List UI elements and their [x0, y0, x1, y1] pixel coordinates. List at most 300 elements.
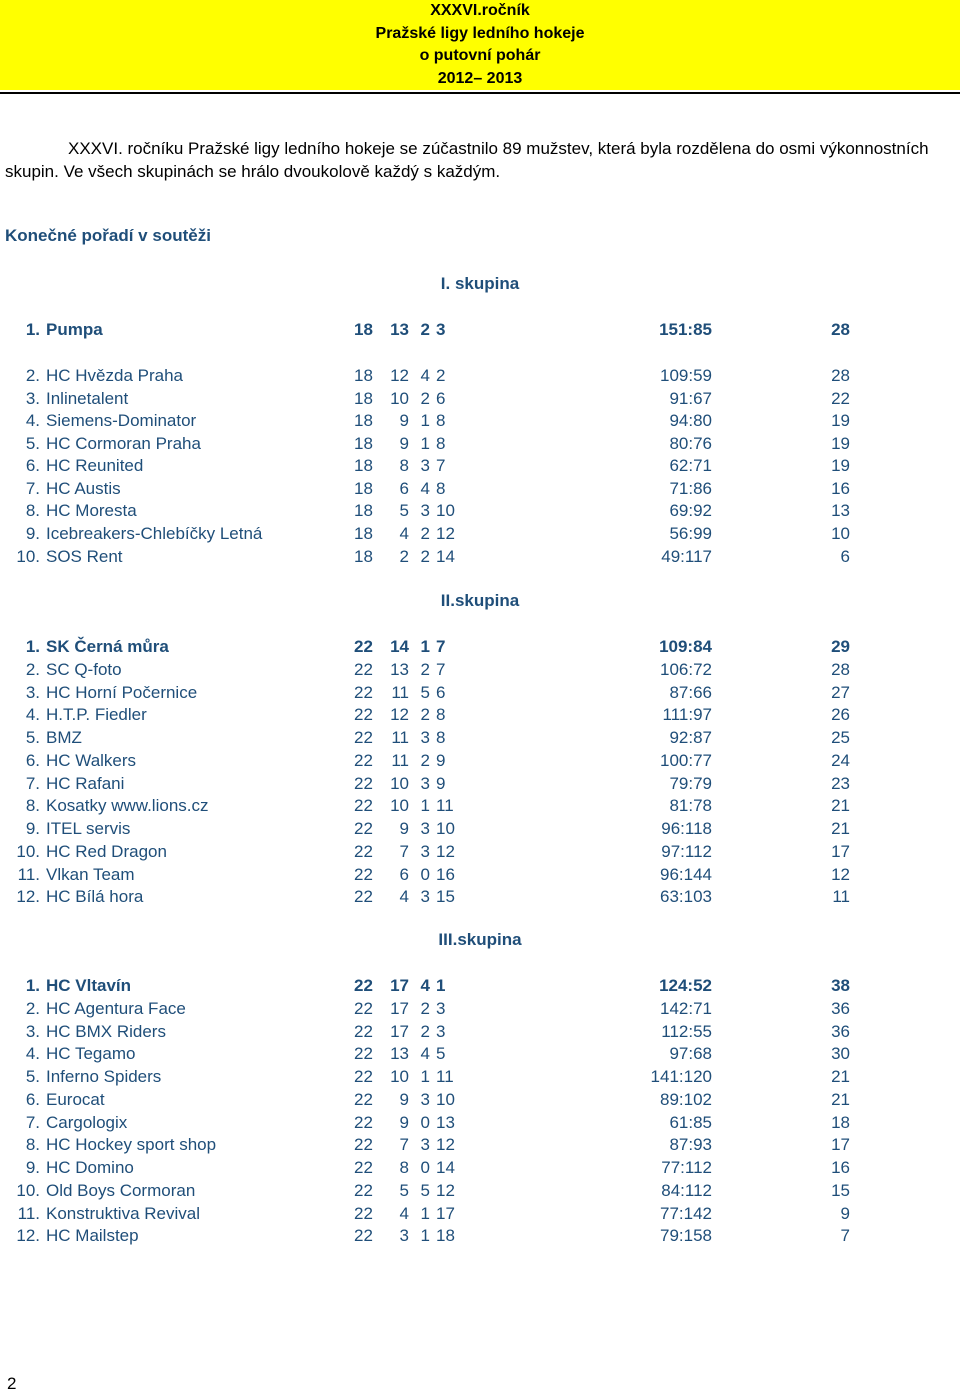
- table-row: [0, 1021, 960, 1043]
- cell-rank: 6.: [25, 456, 40, 475]
- cell-games-played: 22: [354, 1067, 373, 1086]
- cell-points: 11: [832, 887, 850, 907]
- cell-team-name: HC Reunited: [46, 456, 144, 475]
- cell-wins: 5: [399, 1180, 409, 1200]
- table-row: [0, 704, 960, 726]
- cell-score: 79:158: [660, 1226, 712, 1246]
- cell-losses: 6: [436, 389, 446, 408]
- cell-points: 26: [831, 705, 850, 725]
- cell-games-played: 18: [354, 524, 373, 543]
- cell-games-played: 22: [354, 976, 373, 995]
- table-row: [0, 1043, 960, 1065]
- cell-draws: 1: [420, 796, 430, 816]
- table-row: [0, 365, 960, 387]
- cell-draws: 1: [420, 1226, 430, 1246]
- cell-draws: 3: [420, 501, 430, 520]
- cell-games-played: 22: [354, 1135, 373, 1155]
- cell-draws: 3: [420, 1135, 430, 1155]
- cell-points: 21: [831, 1089, 850, 1109]
- cell-wins: 8: [399, 456, 409, 475]
- cell-rank: 3.: [25, 682, 40, 702]
- cell-rank: 8.: [25, 796, 40, 816]
- table-row: [0, 818, 960, 840]
- banner-line-league: Pražské ligy ledního hokeje: [375, 24, 585, 42]
- cell-games-played: 22: [354, 1112, 373, 1132]
- cell-score: 97:112: [661, 841, 712, 861]
- cell-losses: 8: [436, 411, 446, 430]
- table-row: [0, 727, 960, 749]
- table-row: [0, 1066, 960, 1088]
- cell-losses: 8: [436, 728, 446, 747]
- cell-games-played: 18: [354, 320, 373, 339]
- cell-points: 13: [831, 501, 850, 520]
- cell-games-played: 22: [354, 864, 373, 884]
- cell-games-played: 18: [354, 434, 373, 453]
- title-banner: [0, 0, 960, 90]
- cell-draws: 0: [420, 864, 430, 884]
- cell-rank: 1.: [25, 637, 40, 656]
- cell-draws: 3: [420, 887, 430, 907]
- cell-rank: 8.: [25, 501, 40, 520]
- cell-rank: 2.: [25, 659, 40, 679]
- cell-score: 91:67: [669, 389, 712, 408]
- cell-team-name: SOS Rent: [46, 547, 123, 566]
- table-row: [0, 478, 960, 500]
- cell-team-name: HC Moresta: [46, 501, 137, 520]
- cell-rank: 10.: [16, 1180, 40, 1200]
- cell-points: 17: [831, 841, 850, 861]
- cell-losses: 12: [436, 841, 455, 861]
- cell-points: 12: [831, 864, 850, 884]
- cell-team-name: Inferno Spiders: [46, 1067, 162, 1086]
- cell-rank: 10.: [16, 547, 40, 566]
- cell-wins: 11: [391, 728, 409, 747]
- table-row: [0, 795, 960, 817]
- cell-points: 6: [840, 547, 850, 566]
- group-title: III.skupina: [438, 930, 522, 949]
- cell-games-played: 18: [354, 389, 373, 408]
- cell-points: 21: [831, 796, 850, 816]
- cell-team-name: Inlinetalent: [46, 389, 129, 408]
- cell-score: 89:102: [660, 1089, 712, 1109]
- cell-team-name: Icebreakers-Chlebíčky Letná: [46, 524, 263, 543]
- cell-points: 36: [831, 1021, 850, 1041]
- cell-points: 25: [831, 728, 850, 747]
- cell-losses: 2: [436, 366, 446, 385]
- cell-losses: 3: [436, 1021, 446, 1041]
- table-row: [0, 319, 960, 341]
- table-row: [0, 864, 960, 886]
- cell-rank: 5.: [25, 1067, 40, 1086]
- cell-team-name: Konstruktiva Revival: [46, 1203, 201, 1223]
- cell-rank: 7.: [25, 773, 40, 793]
- cell-rank: 10.: [16, 841, 40, 861]
- cell-losses: 3: [436, 320, 446, 339]
- cell-wins: 13: [390, 1044, 409, 1064]
- cell-score: 49:117: [661, 547, 712, 566]
- cell-wins: 9: [399, 1112, 409, 1132]
- cell-losses: 10: [436, 819, 455, 838]
- cell-games-played: 18: [354, 547, 373, 566]
- cell-rank: 3.: [25, 389, 40, 408]
- banner-line-edition: XXXVI.ročník: [430, 2, 530, 19]
- cell-draws: 3: [420, 841, 430, 861]
- cell-points: 29: [831, 637, 850, 656]
- cell-wins: 7: [399, 1135, 409, 1155]
- cell-draws: 2: [420, 320, 430, 339]
- cell-losses: 15: [436, 887, 455, 907]
- cell-losses: 11: [436, 796, 454, 816]
- cell-games-played: 22: [354, 637, 373, 656]
- table-row: [0, 975, 960, 997]
- cell-wins: 10: [390, 1067, 409, 1086]
- cell-wins: 17: [390, 976, 409, 995]
- cell-losses: 12: [436, 524, 455, 543]
- cell-score: 142:71: [660, 998, 712, 1018]
- cell-rank: 6.: [25, 1089, 40, 1109]
- table-row: [0, 750, 960, 772]
- cell-team-name: HC Hvězda Praha: [46, 366, 184, 385]
- cell-points: 19: [831, 411, 850, 430]
- cell-draws: 3: [420, 456, 430, 475]
- cell-games-played: 18: [354, 456, 373, 475]
- cell-team-name: HC Hockey sport shop: [46, 1135, 217, 1155]
- cell-draws: 5: [420, 1180, 430, 1200]
- cell-rank: 3.: [25, 1021, 40, 1041]
- cell-games-played: 22: [354, 1158, 373, 1177]
- cell-games-played: 22: [354, 773, 373, 793]
- cell-points: 17: [831, 1135, 850, 1155]
- cell-wins: 12: [390, 366, 409, 385]
- cell-games-played: 22: [354, 1021, 373, 1041]
- cell-losses: 7: [436, 637, 446, 656]
- cell-score: 77:142: [660, 1203, 712, 1223]
- cell-points: 21: [831, 819, 850, 838]
- cell-points: 19: [831, 456, 850, 475]
- cell-rank: 4.: [25, 411, 40, 430]
- cell-wins: 12: [390, 705, 409, 725]
- cell-games-played: 18: [354, 366, 373, 385]
- cell-games-played: 18: [354, 411, 373, 430]
- cell-score: 71:86: [669, 479, 712, 498]
- cell-points: 16: [831, 1158, 850, 1177]
- cell-score: 97:68: [669, 1044, 712, 1064]
- table-row: [0, 998, 960, 1020]
- cell-team-name: BMZ: [46, 728, 82, 747]
- cell-score: 79:79: [669, 773, 712, 793]
- table-row: [0, 682, 960, 704]
- table-row: [0, 773, 960, 795]
- cell-losses: 10: [436, 1089, 455, 1109]
- cell-draws: 2: [420, 1021, 430, 1041]
- cell-score: 77:112: [661, 1158, 712, 1177]
- group-title: II.skupina: [440, 591, 520, 610]
- table-row: [0, 1112, 960, 1134]
- cell-wins: 8: [399, 1158, 409, 1177]
- cell-team-name: HC Horní Počernice: [46, 682, 198, 702]
- cell-rank: 11.: [17, 864, 40, 884]
- table-row: [0, 433, 960, 455]
- table-row: [0, 886, 960, 908]
- cell-wins: 11: [391, 750, 409, 770]
- cell-draws: 2: [420, 547, 430, 566]
- table-row: [0, 1089, 960, 1111]
- cell-games-played: 18: [354, 479, 373, 498]
- cell-rank: 12.: [16, 887, 40, 907]
- cell-games-played: 22: [354, 705, 373, 725]
- cell-score: 87:93: [669, 1135, 712, 1155]
- cell-draws: 4: [420, 976, 430, 995]
- cell-rank: 5.: [25, 434, 40, 453]
- cell-score: 94:80: [669, 411, 712, 430]
- cell-wins: 17: [390, 1021, 409, 1041]
- cell-points: 18: [831, 1112, 850, 1132]
- cell-wins: 9: [399, 434, 409, 453]
- cell-points: 19: [831, 434, 850, 453]
- cell-team-name: HC Bílá hora: [46, 887, 144, 907]
- cell-losses: 12: [436, 1135, 455, 1155]
- intro-paragraph: XXXVI. ročníku Pražské ligy ledního hokeje se zúčastnilo 89 mužstev, která byla rozdělena do osmi výkonnostních skupin. Ve všech skupinách se hrálo dvoukolově každý s každým.: [5, 139, 929, 181]
- cell-draws: 1: [420, 1067, 430, 1086]
- cell-games-played: 22: [354, 1180, 373, 1200]
- cell-losses: 9: [436, 773, 446, 793]
- cell-games-played: 22: [354, 1044, 373, 1064]
- cell-losses: 1: [436, 976, 446, 995]
- cell-draws: 1: [420, 434, 430, 453]
- page-number: 2: [7, 1374, 17, 1393]
- table-row: [0, 636, 960, 658]
- cell-wins: 9: [399, 411, 409, 430]
- cell-rank: 1.: [25, 976, 40, 995]
- cell-draws: 2: [420, 705, 430, 725]
- cell-score: 84:112: [661, 1180, 712, 1200]
- cell-games-played: 18: [354, 501, 373, 520]
- table-row: [0, 1203, 960, 1225]
- cell-wins: 5: [399, 501, 409, 520]
- cell-points: 28: [831, 320, 850, 339]
- cell-wins: 9: [399, 1089, 409, 1109]
- cell-draws: 1: [420, 1203, 430, 1223]
- cell-losses: 18: [436, 1226, 455, 1246]
- cell-draws: 3: [420, 728, 430, 747]
- cell-draws: 0: [420, 1158, 430, 1177]
- banner-line-trophy: o putovní pohár: [419, 47, 541, 64]
- banner-line-season: 2012– 2013: [437, 69, 523, 87]
- final-standings-heading: Konečné pořadí v soutěži: [5, 226, 211, 245]
- cell-games-played: 22: [354, 682, 373, 702]
- cell-score: 112:55: [661, 1021, 712, 1041]
- cell-wins: 4: [399, 887, 409, 907]
- cell-points: 36: [831, 998, 850, 1018]
- cell-points: 24: [831, 750, 850, 770]
- cell-team-name: Pumpa: [46, 320, 103, 339]
- cell-games-played: 22: [354, 841, 373, 861]
- cell-games-played: 22: [354, 819, 373, 838]
- cell-score: 56:99: [669, 524, 712, 543]
- cell-losses: 16: [436, 864, 455, 884]
- cell-score: 92:87: [669, 728, 712, 747]
- cell-draws: 5: [420, 682, 430, 702]
- cell-draws: 3: [420, 1089, 430, 1109]
- cell-score: 81:78: [669, 796, 712, 816]
- cell-draws: 2: [420, 524, 430, 543]
- cell-losses: 13: [436, 1112, 455, 1132]
- cell-team-name: HC Tegamo: [46, 1044, 136, 1064]
- cell-team-name: Old Boys Cormoran: [46, 1180, 196, 1200]
- cell-points: 21: [831, 1067, 850, 1086]
- cell-rank: 1.: [25, 320, 40, 339]
- cell-points: 7: [840, 1226, 850, 1246]
- cell-losses: 14: [436, 547, 455, 566]
- cell-team-name: Cargologix: [46, 1112, 128, 1132]
- table-row: [0, 410, 960, 432]
- cell-team-name: HC Vltavín: [46, 976, 132, 995]
- cell-points: 16: [831, 479, 850, 498]
- cell-score: 109:59: [660, 366, 712, 385]
- cell-games-played: 22: [354, 1203, 373, 1223]
- cell-points: 23: [831, 773, 850, 793]
- table-row: [0, 1180, 960, 1202]
- cell-rank: 8.: [25, 1135, 40, 1155]
- cell-points: 30: [831, 1044, 850, 1064]
- cell-team-name: HC Rafani: [46, 773, 125, 793]
- cell-games-played: 22: [354, 750, 373, 770]
- cell-rank: 4.: [25, 705, 40, 725]
- cell-draws: 4: [420, 366, 430, 385]
- cell-losses: 6: [436, 682, 446, 702]
- cell-losses: 7: [436, 456, 446, 475]
- cell-wins: 11: [391, 682, 409, 702]
- cell-wins: 9: [399, 819, 409, 838]
- cell-games-played: 22: [354, 659, 373, 679]
- table-row: [0, 1157, 960, 1179]
- table-row: [0, 1134, 960, 1156]
- cell-points: 9: [840, 1203, 850, 1223]
- cell-losses: 14: [436, 1158, 455, 1177]
- cell-score: 100:77: [660, 750, 712, 770]
- cell-games-played: 22: [354, 1089, 373, 1109]
- cell-team-name: ITEL servis: [46, 819, 131, 838]
- cell-team-name: HC Agentura Face: [46, 998, 186, 1018]
- cell-rank: 12.: [16, 1226, 40, 1246]
- cell-wins: 2: [399, 547, 409, 566]
- cell-rank: 2.: [25, 998, 40, 1018]
- cell-team-name: HC Austis: [46, 479, 121, 498]
- table-row: [0, 455, 960, 477]
- cell-draws: 3: [420, 773, 430, 793]
- cell-score: 87:66: [669, 682, 712, 702]
- cell-team-name: Vlkan Team: [46, 864, 135, 884]
- cell-games-played: 22: [354, 998, 373, 1018]
- cell-draws: 2: [420, 750, 430, 770]
- cell-rank: 7.: [25, 479, 40, 498]
- cell-draws: 4: [420, 1044, 430, 1064]
- cell-wins: 7: [399, 841, 409, 861]
- cell-rank: 7.: [25, 1112, 40, 1132]
- group-title: I. skupina: [440, 274, 520, 293]
- table-row: [0, 388, 960, 410]
- cell-team-name: HC Red Dragon: [46, 841, 167, 861]
- cell-team-name: H.T.P. Fiedler: [46, 705, 147, 725]
- cell-rank: 11.: [17, 1203, 40, 1223]
- cell-score: 151:85: [659, 320, 712, 339]
- cell-score: 96:144: [660, 864, 712, 884]
- cell-score: 96:118: [661, 819, 712, 838]
- cell-wins: 10: [390, 389, 409, 408]
- cell-wins: 6: [399, 864, 409, 884]
- cell-wins: 14: [390, 637, 409, 656]
- cell-points: 38: [831, 976, 850, 995]
- cell-wins: 10: [390, 773, 409, 793]
- cell-team-name: HC Cormoran Praha: [46, 434, 201, 453]
- cell-team-name: SC Q-foto: [46, 659, 122, 679]
- cell-wins: 3: [399, 1226, 409, 1246]
- cell-wins: 13: [390, 320, 409, 339]
- cell-draws: 2: [420, 389, 430, 408]
- cell-losses: 12: [436, 1180, 455, 1200]
- cell-team-name: HC Domino: [46, 1158, 134, 1177]
- cell-score: 106:72: [660, 659, 712, 679]
- cell-points: 10: [831, 524, 850, 543]
- cell-games-played: 22: [354, 1226, 373, 1246]
- cell-rank: 6.: [25, 750, 40, 770]
- cell-points: 28: [831, 659, 850, 679]
- cell-team-name: HC BMX Riders: [46, 1021, 166, 1041]
- cell-score: 80:76: [669, 434, 712, 453]
- cell-score: 63:103: [660, 887, 712, 907]
- cell-rank: 9.: [25, 819, 40, 838]
- cell-score: 109:84: [659, 637, 712, 656]
- cell-losses: 9: [436, 750, 446, 770]
- cell-points: 27: [831, 682, 850, 702]
- cell-draws: 2: [420, 998, 430, 1018]
- cell-score: 69:92: [669, 501, 712, 520]
- table-row: [0, 659, 960, 681]
- table-row: [0, 523, 960, 545]
- cell-wins: 10: [390, 796, 409, 816]
- cell-team-name: SK Černá můra: [46, 637, 169, 656]
- cell-losses: 7: [436, 659, 446, 679]
- cell-team-name: HC Mailstep: [46, 1226, 139, 1246]
- cell-losses: 8: [436, 434, 446, 453]
- cell-rank: 9.: [25, 1158, 40, 1177]
- table-row: [0, 500, 960, 522]
- cell-games-played: 22: [354, 796, 373, 816]
- cell-games-played: 22: [354, 728, 373, 747]
- cell-wins: 4: [399, 524, 409, 543]
- cell-rank: 9.: [25, 524, 40, 543]
- table-row: [0, 841, 960, 863]
- cell-draws: 2: [420, 659, 430, 679]
- cell-score: 124:52: [659, 976, 712, 995]
- cell-points: 22: [831, 389, 850, 408]
- cell-score: 62:71: [669, 456, 712, 475]
- cell-draws: 3: [420, 819, 430, 838]
- cell-wins: 13: [390, 659, 409, 679]
- cell-rank: 2.: [25, 366, 40, 385]
- cell-losses: 8: [436, 479, 446, 498]
- cell-team-name: HC Walkers: [46, 750, 137, 770]
- cell-rank: 4.: [25, 1044, 40, 1064]
- cell-draws: 0: [420, 1112, 430, 1132]
- cell-wins: 6: [399, 479, 409, 498]
- cell-games-played: 22: [354, 887, 373, 907]
- banner-divider: [0, 92, 960, 94]
- cell-wins: 17: [390, 998, 409, 1018]
- cell-rank: 5.: [25, 728, 40, 747]
- cell-score: 111:97: [662, 705, 712, 725]
- cell-team-name: Siemens-Dominator: [46, 411, 197, 430]
